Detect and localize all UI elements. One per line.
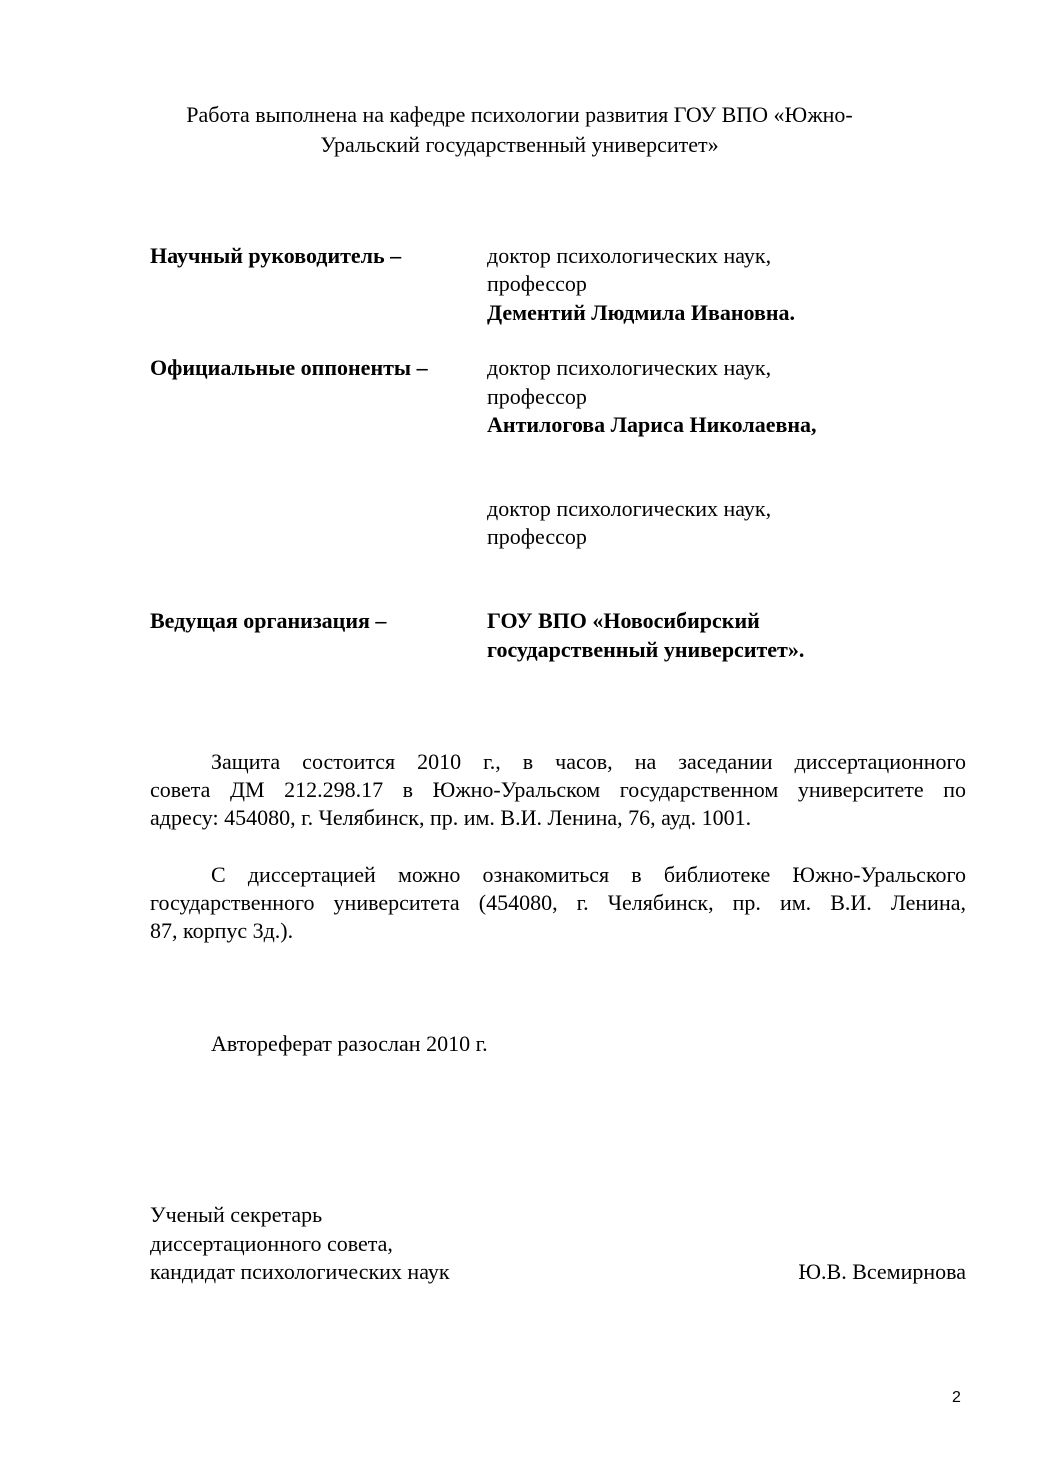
library-line-1: С диссертацией можно ознакомиться в библиотеке Южно-Уральского [211, 862, 966, 887]
opponent-1-title: профессор [487, 384, 587, 409]
header-line-2: Уральский государственный университет» [320, 132, 719, 157]
defense-line-3: адресу: 454080, г. Челябинск, пр. им. В.И. Ленина, 76, ауд. 1001. [150, 805, 752, 830]
library-paragraph [150, 861, 966, 945]
supervisor-title: профессор [487, 271, 587, 296]
signature-line-2: диссертационного совета, [150, 1231, 393, 1256]
opponents-label: Официальные оппоненты – [150, 355, 428, 380]
library-line-3: 87, корпус 3д.). [150, 918, 294, 943]
secretary-name: Ю.В. Всемирнова [798, 1259, 966, 1284]
page-number: 2 [952, 1389, 961, 1406]
opponent-1-name: Антилогова Лариса Николаевна, [487, 412, 817, 437]
opponent-2-degree: доктор психологических наук, [487, 496, 772, 521]
signature-line-3: кандидат психологических наук [150, 1259, 450, 1284]
defense-line-1: Защита состоится 2010 г., в часов, на заседании диссертационного [211, 749, 966, 774]
leading-org-line-2: государственный университет». [487, 637, 805, 662]
library-line-2: государственного университета (454080, г. Челябинск, пр. им. В.И. Ленина, [150, 890, 966, 915]
mailing-text: Автореферат разослан 2010 г. [211, 1031, 488, 1056]
supervisor-name: Дементий Людмила Ивановна. [487, 300, 796, 325]
opponent-1-degree: доктор психологических наук, [487, 355, 772, 380]
leading-org-line-1: ГОУ ВПО «Новосибирский [487, 608, 760, 633]
supervisor-degree: доктор психологических наук, [487, 243, 772, 268]
signature-line-1: Ученый секретарь [150, 1202, 323, 1227]
defense-line-2: совета ДМ 212.298.17 в Южно-Уральском государственном университете по [150, 777, 966, 802]
leading-org-label: Ведущая организация – [150, 608, 387, 633]
defense-paragraph [150, 748, 966, 832]
opponent-2-title: профессор [487, 524, 587, 549]
supervisor-label: Научный руководитель – [150, 243, 402, 268]
header-line-1: Работа выполнена на кафедре психологии развития ГОУ ВПО «Южно- [186, 102, 853, 127]
